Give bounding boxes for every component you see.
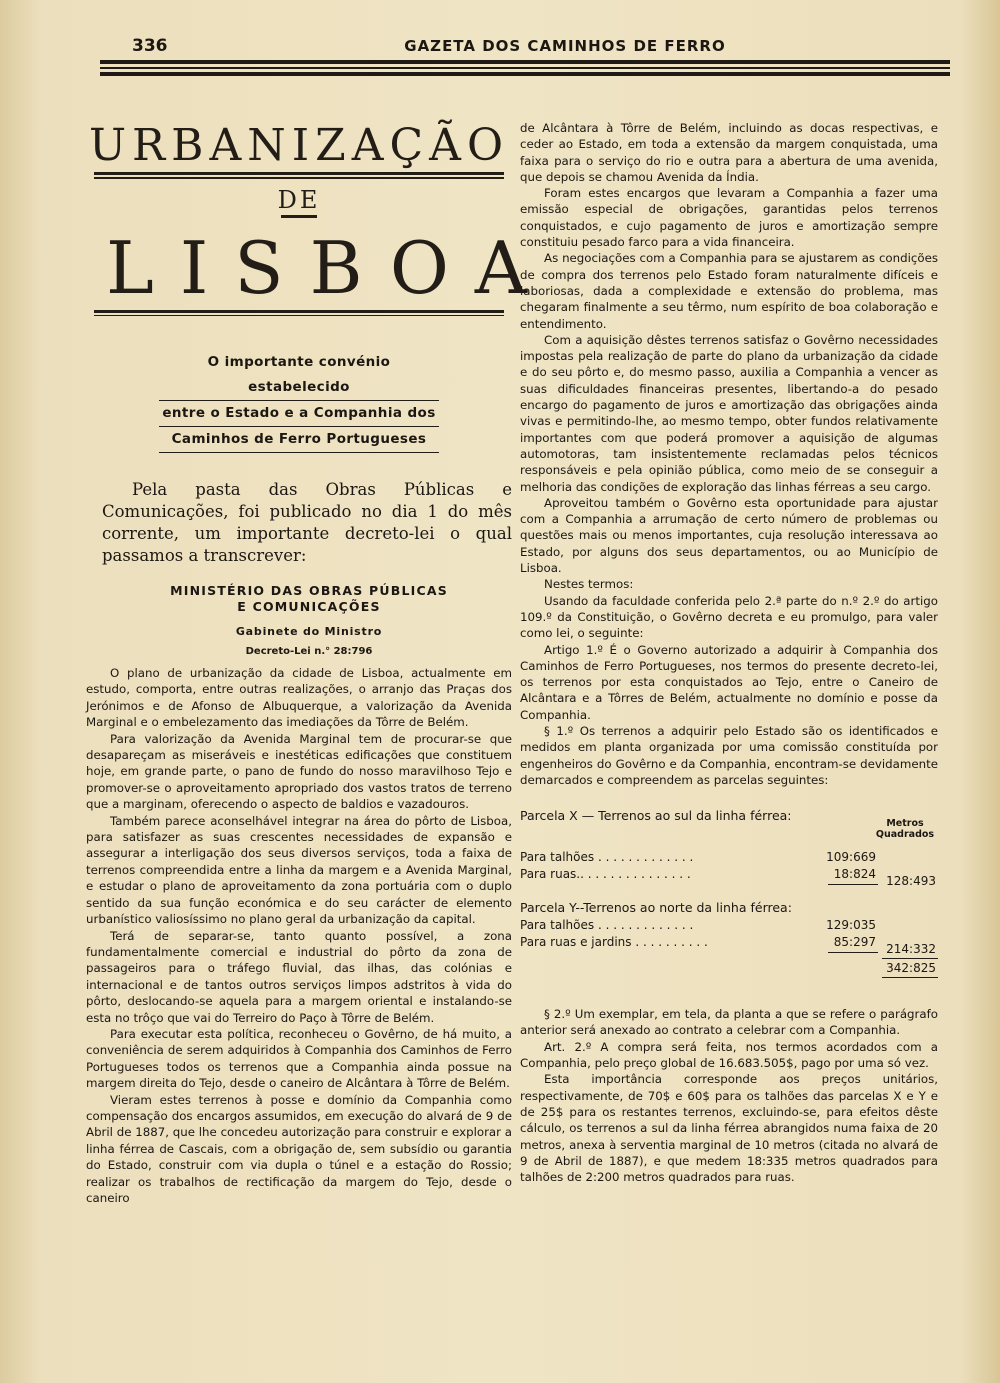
title-underline: [94, 310, 504, 313]
parcel-row: [520, 850, 876, 865]
journal-title: GAZETA DOS CAMINHOS DE FERRO: [404, 37, 726, 55]
right-body: [520, 120, 938, 788]
header-rule: [100, 72, 950, 76]
parcel-row-value: 85:297: [833, 935, 876, 950]
parcel-y-heading: Parcela Y--Terrenos ao norte da linha férrea:: [520, 900, 792, 916]
paragraph: Art. 2.º A compra será feita, nos termos acordados com a Companhia, pelo preço global de 16.683.505$, pago por uma só vez.: [520, 1039, 938, 1071]
paragraph: O plano de urbanização da cidade de Lisboa, actualmente em estudo, comporta, entre outras realizações, o arranjo das Praças dos Jerónimos e de Afonso de Albuquerque, a valorização da Avenida Marginal e o embelezamento das imediações da Tôrre de Belém.: [86, 666, 512, 730]
subtitle-line: Caminhos de Ferro Portugueses: [159, 427, 439, 453]
subtitle: [159, 350, 439, 453]
right-body-continued: [520, 1006, 938, 1185]
subtitle-line: entre o Estado e a Companhia dos: [159, 401, 439, 427]
parcel-row-label: Para talhões . . . . . . . . . . . . .: [520, 850, 694, 865]
paragraph: Para valorização da Avenida Marginal tem de procurar-se que desapareçam as miseráveis e inestéticas edificações que constituem hoje, em grande parte, o pano de fundo do nosso maravilhoso Tejo e promover-se o aproveitamento apropriado dos vastos tratos de terreno que a marginam, oferecendo o aspecto de baldios e vazadouros.: [86, 731, 512, 812]
parcel-row: [520, 935, 876, 950]
paragraph: Esta importância corresponde aos preços unitários, respectivamente, de 70$ e 60$ para os talhões das parcelas X e Y e de 25$ para os restantes terrenos, excluindo-se, para efeitos dêste cálculo, os terrenos a sul da linha férrea abrangidos numa faixa de 20 metros, anexa à serventia marginal de 10 metros (citada no alvará de 9 de Abril de 1887), e que medem 18:335 metros quadrados para talhões de 2:200 metros quadrados para ruas.: [520, 1072, 938, 1185]
paragraph: Terá de separar-se, tanto quanto possível, a zona fundamentalmente comercial e industrial do pôrto da zona de passageiros para o tráfego fluvial, das ilhas, das colónias e internacional e de tantos outros serviços limpos adstritos à vida do pôrto, deslocando-se aquela para a margem oriental e instalando-se esta no trôço que vai do Terreiro do Paço à Tôrre de Belém.: [86, 928, 512, 1025]
header-rule: [100, 60, 950, 64]
parcel-row: [520, 867, 876, 882]
paragraph: Para executar esta política, reconheceu o Govêrno, de há muito, a conveniência de serem adquiridos à Companhia dos Caminhos de Ferro Portugueses todos os terrenos que a Companhia ainda possue na margem direita do Tejo, desde o caneiro de Alcântara à Tôrre de Belém.: [86, 1026, 512, 1091]
paragraph: Artigo 1.º É o Governo autorizado a adquirir à Companhia dos Caminhos de Ferro Portugueses, nos termos do presente decreto-lei, os terrenos por esta conquistados ao Tejo, entre o Caneiro de Alcântara e a Tôrres de Belém, actualmente no domínio e posse da Companhia.: [520, 642, 938, 722]
parcel-y-subtotal: 214:332: [886, 942, 936, 957]
paragraph: § 1.º Os terrenos a adquirir pelo Estado são os identificados e medidos em planta organizada por uma comissão constituída por engenheiros do Govêrno e da Companhia, encontram-se devidamente demarcados e compreendem as parcelas seguintes:: [520, 723, 938, 787]
title-underline: [94, 172, 504, 175]
cabinet-heading: Gabinete do Ministro: [235, 625, 383, 638]
ministry-line: MINISTÉRIO DAS OBRAS PÚBLICAS: [170, 583, 448, 598]
paragraph: Vieram estes terrenos à posse e domínio da Companhia como compensação dos encargos assumidos, em execução do alvará de 9 de Abril de 1887, que lhe concedeu autorização para construir e explorar a linha férrea de Cascais, com a obrigação de, sem subsídio ou garantia do Estado, construir com via dupla o túnel e a estação do Rossio; realizar os trabalhos de rectificação da margem do Tejo, desde o caneiro: [86, 1092, 512, 1205]
intro-paragraph: Pela pasta das Obras Públicas e Comunicações, foi publicado no dia 1 do mês corrente, um importante decreto-lei o qual passamos a transcrever:: [102, 480, 512, 565]
parcel-table: [520, 800, 938, 1000]
sum-rule: [882, 958, 938, 959]
headline-urbanizacao: URBANIZAÇÃO: [88, 120, 510, 171]
paragraph: Foram estes encargos que levaram a Companhia a fazer uma emissão especial de obrigações, garantidas pelos terrenos conquistados, e cujo pagamento de juros e amortização sempre constituiu pesado farco para a vida financeira.: [520, 186, 938, 250]
header-rule: [100, 67, 950, 69]
subtitle-line: O importante convénio estabelecido: [159, 350, 439, 401]
parcel-row-label: Para ruas e jardins . . . . . . . . . .: [520, 935, 708, 950]
parcel-row-value: 18:824: [833, 867, 876, 882]
paragraph: de Alcântara à Tôrre de Belém, incluindo as docas respectivas, e ceder ao Estado, em toda a extensão da margem conquistada, uma faixa para o serviço do rio e outra para a abertura de uma avenida, que depois se chamou Avenida da Índia.: [520, 121, 938, 184]
headline-de: DE: [277, 185, 321, 214]
headline-lisboa: LISBOA: [106, 225, 553, 310]
sum-rule: [882, 977, 938, 978]
paragraph: Aproveitou também o Govêrno esta oportunidade para ajustar com a Companhia a arrumação de certo número de problemas ou questões mais ou menos importantes, cuja resolução interessava ao Estado, por alguns dos seus departamentos, ou ao Município de Lisboa.: [520, 495, 938, 576]
right-column: [520, 120, 938, 1185]
sum-rule: [828, 884, 878, 885]
paragraph: Nestes termos:: [544, 577, 634, 592]
parcel-row-value: 109:669: [826, 850, 876, 865]
decree-number: Decreto-Lei n.° 28:796: [245, 646, 373, 657]
ministry-heading: [86, 583, 512, 615]
paragraph: § 2.º Um exemplar, em tela, da planta a que se refere o parágrafo anterior será anexado ao contrato a celebrar com a Companhia.: [520, 1007, 938, 1038]
sum-rule: [828, 952, 878, 953]
page-header: [100, 34, 950, 74]
parcel-total: 342:825: [886, 961, 936, 976]
parcel-x-subtotal: 128:493: [886, 874, 936, 889]
paragraph: Usando da faculdade conferida pelo 2.ª parte do n.º 2.º do artigo 109.º da Constituição, o Govêrno decreta e eu promulgo, para valer como lei, o seguinte:: [520, 593, 938, 641]
parcel-row-label: Para ruas.. . . . . . . . . . . . . . .: [520, 867, 691, 882]
paragraph: Com a aquisição dêstes terrenos satisfaz o Govêrno necessidades impostas pela realização de parte do plano da urbanização da cidade e do seu pôrto e, do mesmo passo, auxilia a Companhia a vencer as suas dificuldades financeiras presentes, libertando-a do pesado encargo do pagamento de juros e amortização das obrigações ainda vivas e permitindo-lhe, ao mesmo tempo, obter fundos relativamente importantes com que poderá promover a aquisição de algumas automotoras, tam insistentemente reclamadas pelos técnicos responsáveis e pela opinião pública, como meio de se conseguir a melhoria das condições de exploração das linhas férreas a seu cargo.: [520, 332, 938, 494]
title-underline: [281, 215, 317, 218]
parcel-row-label: Para talhões . . . . . . . . . . . . .: [520, 918, 694, 933]
title-underline: [94, 177, 504, 179]
units-label: Metros Quadrados: [875, 818, 935, 841]
parcel-row: [520, 918, 876, 933]
left-body: [86, 665, 512, 1206]
page-number: 336: [132, 36, 168, 56]
paragraph: Também parece aconselhável integrar na área do pôrto de Lisboa, para satisfazer as suas crescentes necessidades de expansão e assegurar a interligação dos seus diversos serviços, toda a faixa de terrenos compreendida entre a linha da margem e a Avenida Marginal, e estudar o plano de aproveitamento da zona portuária com o duplo sentido da sua função económica e do seu carácter de elemento urbanístico valiosíssimo no plano geral da urbanização da capital.: [86, 813, 512, 927]
paragraph: As negociações com a Companhia para se ajustarem as condições de compra dos terrenos pelo Estado foram naturalmente difíceis e laboriosas, dada a complexidade e extensão do problema, mas chegaram finalmente a seu têrmo, num espírito de boa colaboração e entendimento.: [520, 251, 938, 331]
parcel-x-heading: Parcela X — Terrenos ao sul da linha férrea:: [520, 808, 792, 824]
title-underline: [94, 315, 504, 317]
parcel-row-value: 129:035: [826, 918, 876, 933]
left-column: [86, 110, 553, 1206]
ministry-line: E COMUNICAÇÕES: [237, 599, 381, 614]
